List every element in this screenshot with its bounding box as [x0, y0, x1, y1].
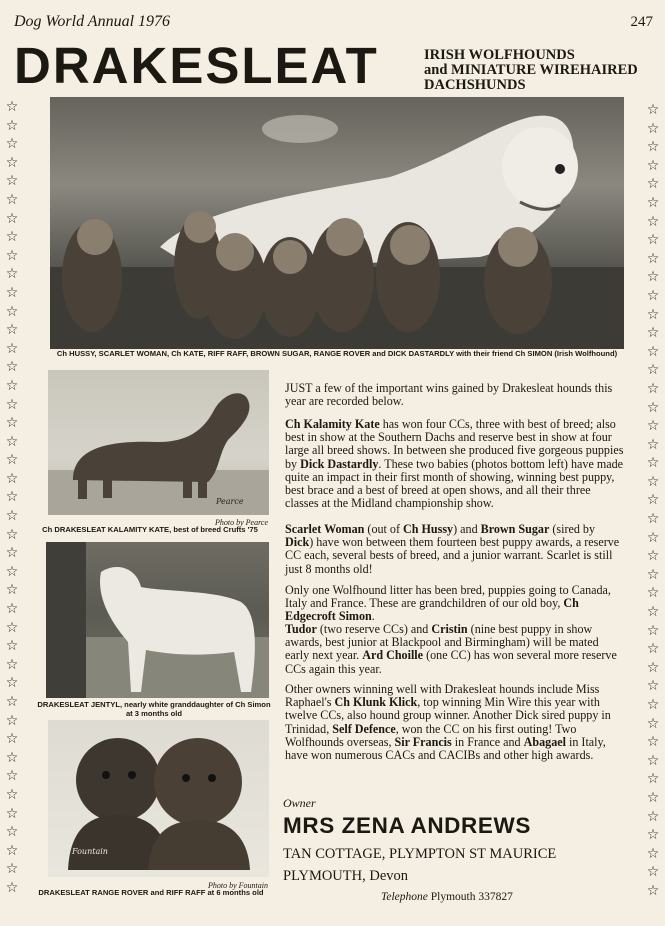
star-outline-icon: ☆	[646, 120, 660, 137]
star-outline-icon: ☆	[5, 638, 19, 655]
star-outline-icon: ☆	[646, 882, 660, 899]
star-outline-icon: ☆	[646, 678, 660, 695]
page-number: 247	[630, 14, 653, 30]
wolfhound-wins-paragraph: Tudor (two reserve CCs) and Cristin (nine best puppy in show awards, best junior at Blackpool and Birmingham) will be mated early next year. Ard Choille (one CC) has won several more reserve CCs again this year.	[285, 622, 617, 676]
star-outline-icon: ☆	[5, 582, 19, 599]
star-outline-icon: ☆	[5, 266, 19, 283]
star-outline-icon: ☆	[646, 194, 660, 211]
star-outline-icon: ☆	[5, 489, 19, 506]
star-outline-icon: ☆	[5, 470, 19, 487]
star-outline-icon: ☆	[646, 771, 660, 788]
star-outline-icon: ☆	[5, 191, 19, 208]
star-outline-icon: ☆	[646, 789, 660, 806]
star-outline-icon: ☆	[5, 656, 19, 673]
star-outline-icon: ☆	[646, 622, 660, 639]
star-outline-icon: ☆	[5, 619, 19, 636]
star-outline-icon: ☆	[646, 864, 660, 881]
star-outline-icon: ☆	[5, 340, 19, 357]
star-outline-icon: ☆	[646, 808, 660, 825]
star-outline-icon: ☆	[5, 805, 19, 822]
breeds-line: IRISH WOLFHOUNDS	[424, 47, 575, 63]
breeds-line: DACHSHUNDS	[424, 77, 526, 93]
address-line-2: PLYMOUTH, Devon	[283, 868, 409, 884]
star-outline-icon: ☆	[646, 399, 660, 416]
star-outline-icon: ☆	[5, 210, 19, 227]
star-outline-icon: ☆	[5, 731, 19, 748]
star-outline-icon: ☆	[5, 99, 19, 115]
dog-name: Tudor	[285, 622, 317, 636]
star-outline-icon: ☆	[5, 433, 19, 450]
range-rover-photo-credit: Photo by Fountain	[208, 881, 268, 890]
kate-photo-signature: Pearce	[216, 497, 244, 506]
star-outline-icon: ☆	[5, 545, 19, 562]
owner-label: Owner	[283, 796, 316, 810]
star-outline-icon: ☆	[5, 694, 19, 710]
group-photo-illustration	[50, 97, 624, 349]
star-outline-icon: ☆	[646, 232, 660, 249]
dog-name: Self Defence	[332, 721, 396, 736]
star-outline-icon: ☆	[5, 675, 19, 692]
breeds-line: and MINIATURE WIREHAIRED	[424, 62, 638, 78]
dog-name: Cristin	[431, 622, 468, 636]
star-outline-icon: ☆	[5, 377, 19, 394]
dog-name: Scarlet Woman	[285, 522, 365, 536]
star-outline-icon: ☆	[5, 526, 19, 543]
star-outline-icon: ☆	[646, 102, 660, 118]
jentyl-photo	[46, 542, 269, 698]
telephone	[381, 891, 513, 903]
star-outline-icon: ☆	[5, 601, 19, 618]
star-outline-icon: ☆	[646, 734, 660, 751]
star-outline-icon: ☆	[646, 380, 660, 397]
dog-name: Ch Klunk Klick	[334, 695, 418, 710]
star-outline-icon: ☆	[646, 604, 660, 621]
star-border-right	[644, 101, 662, 901]
star-outline-icon: ☆	[5, 563, 19, 580]
star-outline-icon: ☆	[5, 229, 19, 246]
address-line-1: TAN COTTAGE, PLYMPTON ST MAURICE	[283, 846, 557, 862]
star-outline-icon: ☆	[5, 154, 19, 171]
star-outline-icon: ☆	[5, 712, 19, 729]
star-outline-icon: ☆	[646, 492, 660, 509]
intro-paragraph: JUST a few of the important wins gained by Drakesleat hounds this year are recorded below.	[285, 381, 613, 409]
star-outline-icon: ☆	[5, 879, 19, 896]
star-outline-icon: ☆	[646, 548, 660, 565]
dog-name: Ch Hussy	[403, 522, 454, 536]
dog-name: Brown Sugar	[480, 522, 550, 536]
dog-name: Dick Dastardly	[300, 456, 379, 471]
star-outline-icon: ☆	[5, 359, 19, 376]
puppies-paragraph: Scarlet Woman (out of Ch Hussy) and Brown Sugar (sired by Dick) have won between them fourteen best puppy awards, a reserve CC each, several bests of breed, and a junior warrant. Scarlet is still just 8 months old!	[285, 522, 620, 576]
other-owners-paragraph: Other owners winning well with Drakesleat hounds include Miss Raphael's Ch Klunk Klick, top winning Min Wire this year with twelve CCs, also hound group winner. Another Dick sired puppy in Trinidad, Self Defence, won the CC on his first outing! Two Wolfhounds overseas, Sir Francis in France and Abagael in Italy, have won numerous CACs and CACIBs and other high awards.	[285, 682, 611, 763]
range-rover-photo-signature: Fountain	[72, 847, 108, 856]
star-outline-icon: ☆	[5, 508, 19, 525]
star-outline-icon: ☆	[646, 715, 660, 732]
kate-photo-credit: Photo by Pearce	[214, 518, 268, 527]
star-outline-icon: ☆	[5, 768, 19, 785]
dog-name: Abagael	[523, 734, 566, 749]
telephone-label: Telephone	[381, 891, 428, 903]
star-outline-icon: ☆	[5, 396, 19, 413]
star-outline-icon: ☆	[646, 566, 660, 583]
range-rover-photo-illustration	[48, 720, 269, 877]
star-outline-icon: ☆	[646, 325, 660, 342]
breeds-heading	[424, 48, 664, 93]
star-outline-icon: ☆	[646, 176, 660, 193]
kate-photo	[48, 370, 269, 515]
star-outline-icon: ☆	[646, 659, 660, 676]
star-outline-icon: ☆	[646, 139, 660, 156]
kate-photo-caption: Ch DRAKESLEAT KALAMITY KATE, best of breed Crufts '75	[42, 525, 258, 534]
star-outline-icon: ☆	[5, 452, 19, 469]
star-outline-icon: ☆	[646, 343, 660, 360]
star-outline-icon: ☆	[5, 786, 19, 803]
star-outline-icon: ☆	[646, 697, 660, 713]
star-outline-icon: ☆	[5, 173, 19, 190]
kate-photo-illustration	[48, 370, 269, 515]
dog-name: Ch Kalamity Kate	[285, 417, 380, 431]
kennel-name: DRAKESLEAT	[14, 37, 379, 94]
star-outline-icon: ☆	[5, 247, 19, 264]
star-border-left	[3, 98, 21, 898]
star-outline-icon: ☆	[646, 455, 660, 472]
star-outline-icon: ☆	[646, 269, 660, 286]
star-outline-icon: ☆	[5, 824, 19, 841]
star-outline-icon: ☆	[5, 136, 19, 153]
star-outline-icon: ☆	[5, 749, 19, 766]
jentyl-photo-illustration	[46, 542, 269, 698]
star-outline-icon: ☆	[646, 436, 660, 453]
star-outline-icon: ☆	[646, 845, 660, 862]
star-outline-icon: ☆	[646, 287, 660, 304]
kate-paragraph: Ch Kalamity Kate has won four CCs, three with best of breed; also best in show at the Southern Dachs and reserve best in show at four large all breed shows. In between she produced five gorgeous puppies by Dick Dastardly. These two babies (photos bottom left) have made quite an impact in their first month of showing, winning best puppy, best brace and a best of breed at open shows, and all their three classes at the Midland championship show.	[285, 417, 624, 511]
star-outline-icon: ☆	[5, 117, 19, 134]
star-outline-icon: ☆	[5, 415, 19, 432]
dog-name: Ard Choille	[362, 648, 424, 663]
star-outline-icon: ☆	[646, 418, 660, 435]
star-outline-icon: ☆	[5, 861, 19, 878]
star-outline-icon: ☆	[646, 752, 660, 769]
range-rover-photo-caption: DRAKESLEAT RANGE ROVER and RIFF RAFF at 6 months old	[38, 888, 264, 897]
running-title: Dog World Annual 1976	[14, 13, 171, 30]
star-outline-icon: ☆	[646, 827, 660, 844]
star-outline-icon: ☆	[646, 362, 660, 379]
dog-name: Dick	[285, 535, 310, 550]
star-outline-icon: ☆	[646, 529, 660, 546]
range-rover-photo	[48, 720, 269, 877]
star-outline-icon: ☆	[5, 842, 19, 859]
star-outline-icon: ☆	[5, 303, 19, 320]
star-outline-icon: ☆	[646, 213, 660, 230]
group-photo	[50, 97, 624, 349]
star-outline-icon: ☆	[646, 250, 660, 267]
dog-name: Sir Francis	[394, 734, 452, 749]
star-outline-icon: ☆	[646, 511, 660, 528]
wolfhound-litter-paragraph: Only one Wolfhound litter has been bred, puppies going to Canada, Italy and France. These are grandchildren of our old boy, Ch Edgecroft Simon.	[285, 583, 611, 624]
telephone-number: Plymouth 337827	[430, 891, 513, 903]
star-outline-icon: ☆	[646, 473, 660, 490]
group-photo-caption: Ch HUSSY, SCARLET WOMAN, Ch KATE, RIFF RAFF, BROWN SUGAR, RANGE ROVER and DICK DASTARDLY with their friend Ch SIMON (Irish Wolfhound)	[56, 349, 618, 358]
dog-name: Ch Edgecroft Simon	[285, 596, 579, 624]
star-outline-icon: ☆	[646, 157, 660, 174]
star-outline-icon: ☆	[5, 284, 19, 301]
owner-name: MRS ZENA ANDREWS	[283, 813, 531, 838]
jentyl-photo-caption: DRAKESLEAT JENTYL, nearly white granddaughter of Ch Simon at 3 months old	[37, 700, 271, 718]
star-outline-icon: ☆	[646, 585, 660, 602]
star-outline-icon: ☆	[646, 306, 660, 323]
star-outline-icon: ☆	[646, 641, 660, 658]
star-outline-icon: ☆	[5, 322, 19, 339]
